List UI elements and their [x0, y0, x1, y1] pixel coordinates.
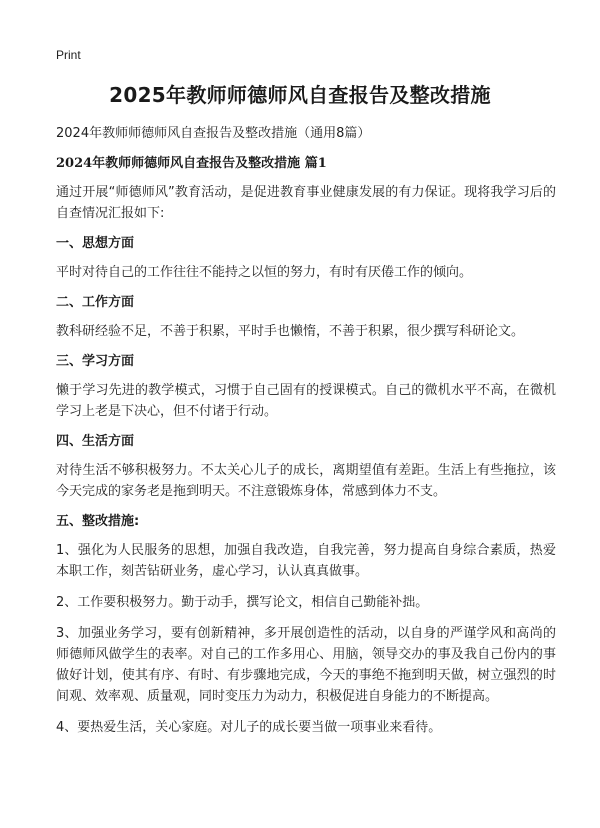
section-heading-work: 二、工作方面 — [56, 295, 135, 310]
document-title: 2025年教师师德师风自查报告及整改措施 — [109, 83, 491, 107]
section-text-life: 对待生活不够积极努力。不太关心儿子的成长，离期望值有差距。生活上有些拖拉，该今天完成的家务老是拖到明天。不注意锻炼身体，常感到体力不支。 — [56, 463, 556, 499]
intro-paragraph: 通过开展“师德师风”教育活动，是促进教育事业健康发展的有力保证。现将我学习后的自查情况汇报如下: — [56, 185, 556, 221]
section-text-work: 教科研经验不足，不善于积累，平时手也懒惰，不善于积累，很少撰写科研论文。 — [56, 324, 525, 339]
article-heading: 2024年教师师德师风自查报告及整改措施 篇1 — [56, 156, 327, 171]
measure-item-1: 1、强化为人民服务的思想，加强自我改造，自我完善，努力提高自身综合素质，热爱本职工作，刻苦钻研业务，虚心学习，认认真真做事。 — [56, 543, 556, 579]
section-text-study: 懒于学习先进的教学模式，习惯于自己固有的授课模式。自己的微机水平不高，在微机学习上老是下决心，但不付诸于行动。 — [56, 383, 556, 419]
print-link[interactable]: Print — [56, 48, 81, 62]
section-text-thought: 平时对待自己的工作往往不能持之以恒的努力，有时有厌倦工作的倾向。 — [56, 265, 473, 280]
measure-item-4: 4、要热爱生活，关心家庭。对儿子的成长要当做一项事业来看待。 — [56, 720, 442, 735]
measure-item-3: 3、加强业务学习，要有创新精神，多开展创造性的活动，以自身的严谨学风和高尚的师德师风做学生的表率。对自己的工作多用心、用脑，领导交办的事及我自己份内的事做好计划，使其有序、有时、有步骤地完成，今天的事绝不拖到明天做，树立强烈的时间观、效率观、质量观，同时变压力为动力，积极促进自身能力的不断提高。 — [56, 626, 556, 704]
section-heading-thought: 一、思想方面 — [56, 236, 135, 251]
measures-heading: 五、整改措施: — [56, 514, 140, 529]
measure-item-2: 2、工作要积极努力。勤于动手，撰写论文，相信自己勤能补拙。 — [56, 595, 429, 610]
document-subtitle: 2024年教师师德师风自查报告及整改措施（通用8篇） — [56, 126, 371, 141]
section-heading-study: 三、学习方面 — [56, 354, 135, 369]
section-heading-life: 四、生活方面 — [56, 434, 135, 449]
